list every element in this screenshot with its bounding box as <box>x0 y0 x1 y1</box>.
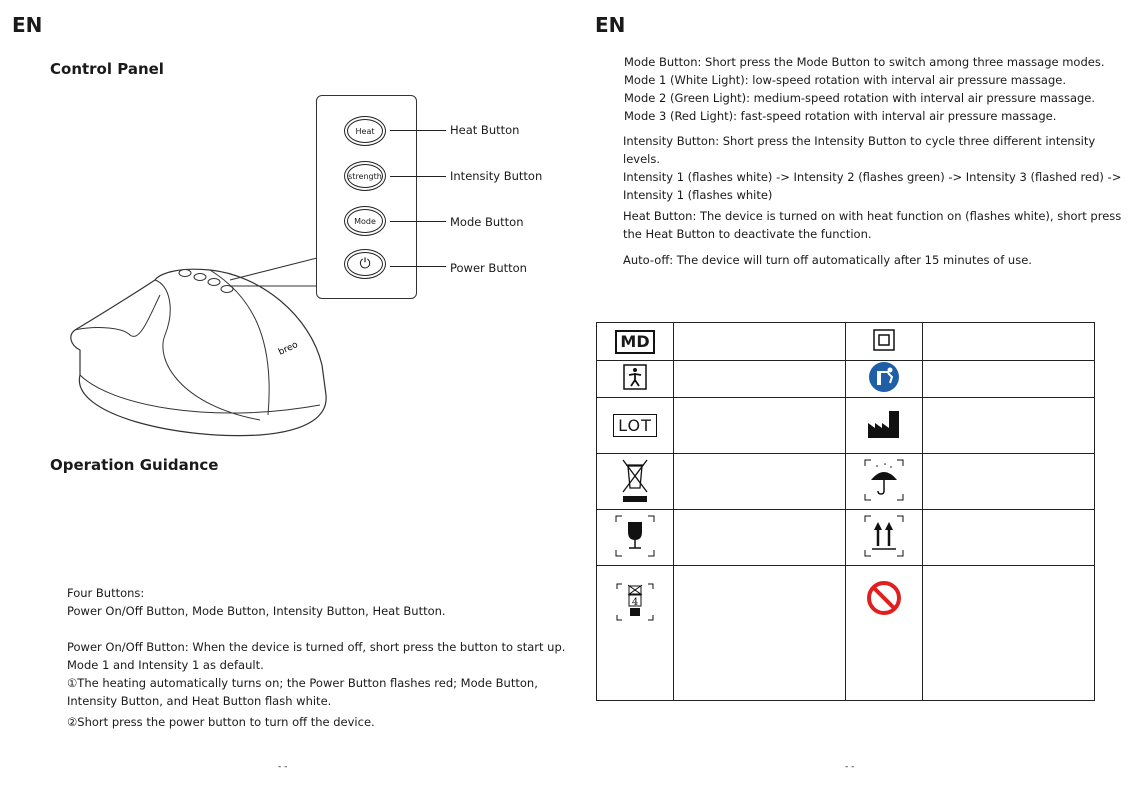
device-logo: breo <box>277 340 300 358</box>
symbol-description <box>923 510 1095 566</box>
heat-button-description: Heat Button: The device is turned on with heat function on (flashes white), short press the Heat Button to deactivate the function. <box>623 209 1122 241</box>
intensity-button-label: Intensity Button <box>450 169 543 183</box>
keep-dry-umbrella-icon <box>846 454 923 510</box>
symbol-description <box>674 398 846 454</box>
symbol-description <box>674 323 846 361</box>
symbol-description <box>923 566 1095 701</box>
mode-button-label: Mode Button <box>450 215 524 229</box>
symbols-table <box>596 322 1095 701</box>
symbol-description <box>923 323 1095 361</box>
table-row <box>597 323 1095 361</box>
table-row <box>597 510 1095 566</box>
power-icon: ⏻ <box>359 256 371 272</box>
symbol-description <box>674 361 846 398</box>
symbol-description <box>674 566 846 701</box>
table-row <box>597 398 1095 454</box>
auto-off-description: Auto-off: The device will turn off automatically after 15 minutes of use. <box>623 253 1032 267</box>
follow-instructions-icon <box>846 361 923 398</box>
mode-button: Mode <box>344 206 386 236</box>
intensity-leader-line <box>390 176 446 177</box>
fragile-glass-icon <box>597 510 674 566</box>
mode-button-description: Mode Button: Short press the Mode Button to switch among three massage modes. Mode 1 (White Light): low-speed rotation with interval air pressure massage. Mode 2 (Green Light): medium-speed rotation with interval air pressure massage. Mode 3 (Red Light): fast-speed rotation with interval air pressure massage. <box>624 55 1105 123</box>
operation-guidance-title: Operation Guidance <box>50 456 219 474</box>
svg-text:4: 4 <box>631 597 639 608</box>
symbol-description <box>923 361 1095 398</box>
symbol-description <box>674 454 846 510</box>
md-medical-device-icon: MD <box>597 323 674 361</box>
power-leader-line <box>390 266 446 267</box>
type-bf-applied-part-icon <box>597 361 674 398</box>
this-way-up-icon <box>846 510 923 566</box>
heat-leader-line <box>390 130 446 131</box>
intensity-button: strength <box>344 161 386 191</box>
heat-button-label: Heat Button <box>450 123 520 137</box>
power-button <box>344 249 386 279</box>
class-ii-equipment-icon <box>846 323 923 361</box>
symbol-description <box>923 398 1095 454</box>
right-language-tag: EN <box>595 13 626 37</box>
heat-button: Heat <box>344 116 386 146</box>
table-row <box>597 361 1095 398</box>
prohibition-icon <box>846 566 923 701</box>
left-page-number: - - <box>278 762 288 772</box>
lot-number-icon: LOT <box>597 398 674 454</box>
symbol-description <box>923 454 1095 510</box>
operation-guidance-text: Four Buttons: Power On/Off Button, Mode Button, Intensity Button, Heat Button. Power On/Off Button: When the device is turned off, short press the button to start up. Mode 1 and Intensity 1 as default. ①The heating automatically turns on; the Power Button flashes red; Mode Button, Intensity Button, and Heat Button flash white. ②Short press the power button to turn off the device. <box>67 586 566 729</box>
weee-crossed-bin-icon <box>597 454 674 510</box>
table-row <box>597 454 1095 510</box>
panel-pointer-lines <box>225 250 320 290</box>
right-page-number: - - <box>845 762 855 772</box>
table-row <box>597 566 1095 701</box>
power-button-label: Power Button <box>450 261 527 275</box>
left-language-tag: EN <box>12 13 43 37</box>
stacking-limit-icon <box>597 566 674 701</box>
manufacturer-factory-icon <box>846 398 923 454</box>
control-panel-title: Control Panel <box>50 60 164 78</box>
mode-leader-line <box>390 221 446 222</box>
intensity-button-description: Intensity Button: Short press the Intensity Button to cycle three different intensity levels. Intensity 1 (flashes white) -> Intensity 2 (flashes green) -> Intensity 3 (flashed red) -> Intensity 1 (flashes white) <box>623 134 1122 202</box>
symbol-description <box>674 510 846 566</box>
